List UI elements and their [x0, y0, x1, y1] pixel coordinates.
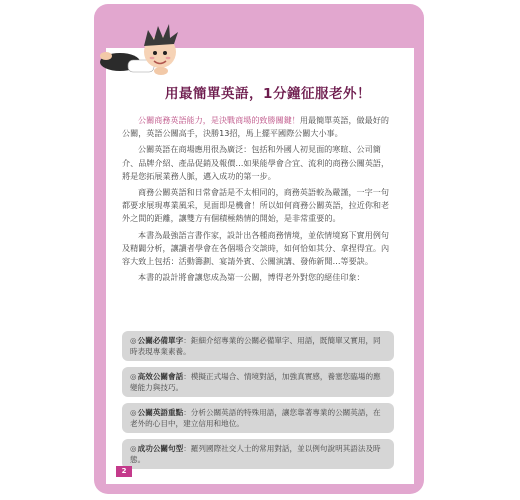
feature-box: [122, 331, 394, 361]
paragraph-3: [122, 186, 394, 226]
feature-text: ：鉅細介紹專業的公關必備單字、用語，既簡單又實用，同時表現專業素養。: [130, 336, 381, 356]
feature-text: ：模擬正式場合、情境對話，加強真實感，養塞您臨場的應變能力與技巧。: [130, 372, 381, 392]
bullet-icon: ◎: [130, 336, 137, 345]
paragraph-text: 本書的設計將會讓您成為第一公關，博得老外對您的絕佳印象：: [138, 272, 365, 283]
feature-head: 成功公關句型: [137, 444, 184, 453]
paragraph-4: [122, 229, 394, 269]
paragraph-1: [122, 114, 394, 140]
feature-box: [122, 403, 394, 433]
paragraph-text: 商務公關英語和日常會話是不太相同的，商務英語較為嚴謹，一字一句都要求展現專業風采，見面即是機會！所以如何商務公關英語，拉近你和老外之間的距離，讓雙方有個積極熱情的開始，是非常重要的。: [122, 187, 390, 224]
feature-text: ：分析公關英語的特殊用語，讓您靠著專業的公關英語，在老外的心目中，建立信用和地位。: [130, 408, 381, 428]
feature-head: 公關必備單字: [137, 336, 184, 345]
feature-boxes: [122, 331, 394, 475]
mascot-boy-illustration: [98, 14, 184, 80]
bullet-icon: ◎: [130, 444, 137, 453]
paragraph-highlight: 公關商務英語能力，是決戰商場的致勝關鍵！: [138, 115, 300, 125]
page-number: 2: [116, 466, 132, 477]
feature-head: 高效公關會話: [137, 372, 184, 381]
feature-text: ：羅列國際社交人士的常用對話，並以例句說明其語法及時態。: [130, 444, 381, 464]
page-title: 用最簡單英語，1分鐘征服老外！: [165, 86, 371, 102]
paragraph-text: 本書為最強語言書作家，設計出各種商務情境，並依情境寫下實用例句及精闢分析，讓讀者學會在各個場合交談時，如何恰如其分、拿捏得宜。內容大致上包括：活動籌劃、宴請外賓、公關演講、發佈新聞…等要訣。: [122, 229, 390, 267]
body-text: [122, 114, 394, 287]
paragraph-text: 用最簡單英語，做最好的公關，英語公關高手，決勝13招，馬上擺平國際公關大小事。: [122, 115, 389, 139]
paragraph-5: [122, 271, 394, 284]
feature-box: [122, 367, 394, 397]
paragraph-text: 公關英語在商場應用很為廣泛：包括和外國人初見面的寒暄、公司簡介、品牌介紹、產品促銷及報價…如果能學會合宜、流利的商務公關英語，將是您拓展業務人脈，邁入成功的第一步。: [122, 144, 390, 181]
feature-head: 公關英語重點: [137, 408, 184, 417]
feature-box: [122, 439, 394, 469]
paragraph-2: [122, 143, 394, 183]
bullet-icon: ◎: [130, 408, 137, 417]
bullet-icon: ◎: [130, 372, 137, 381]
